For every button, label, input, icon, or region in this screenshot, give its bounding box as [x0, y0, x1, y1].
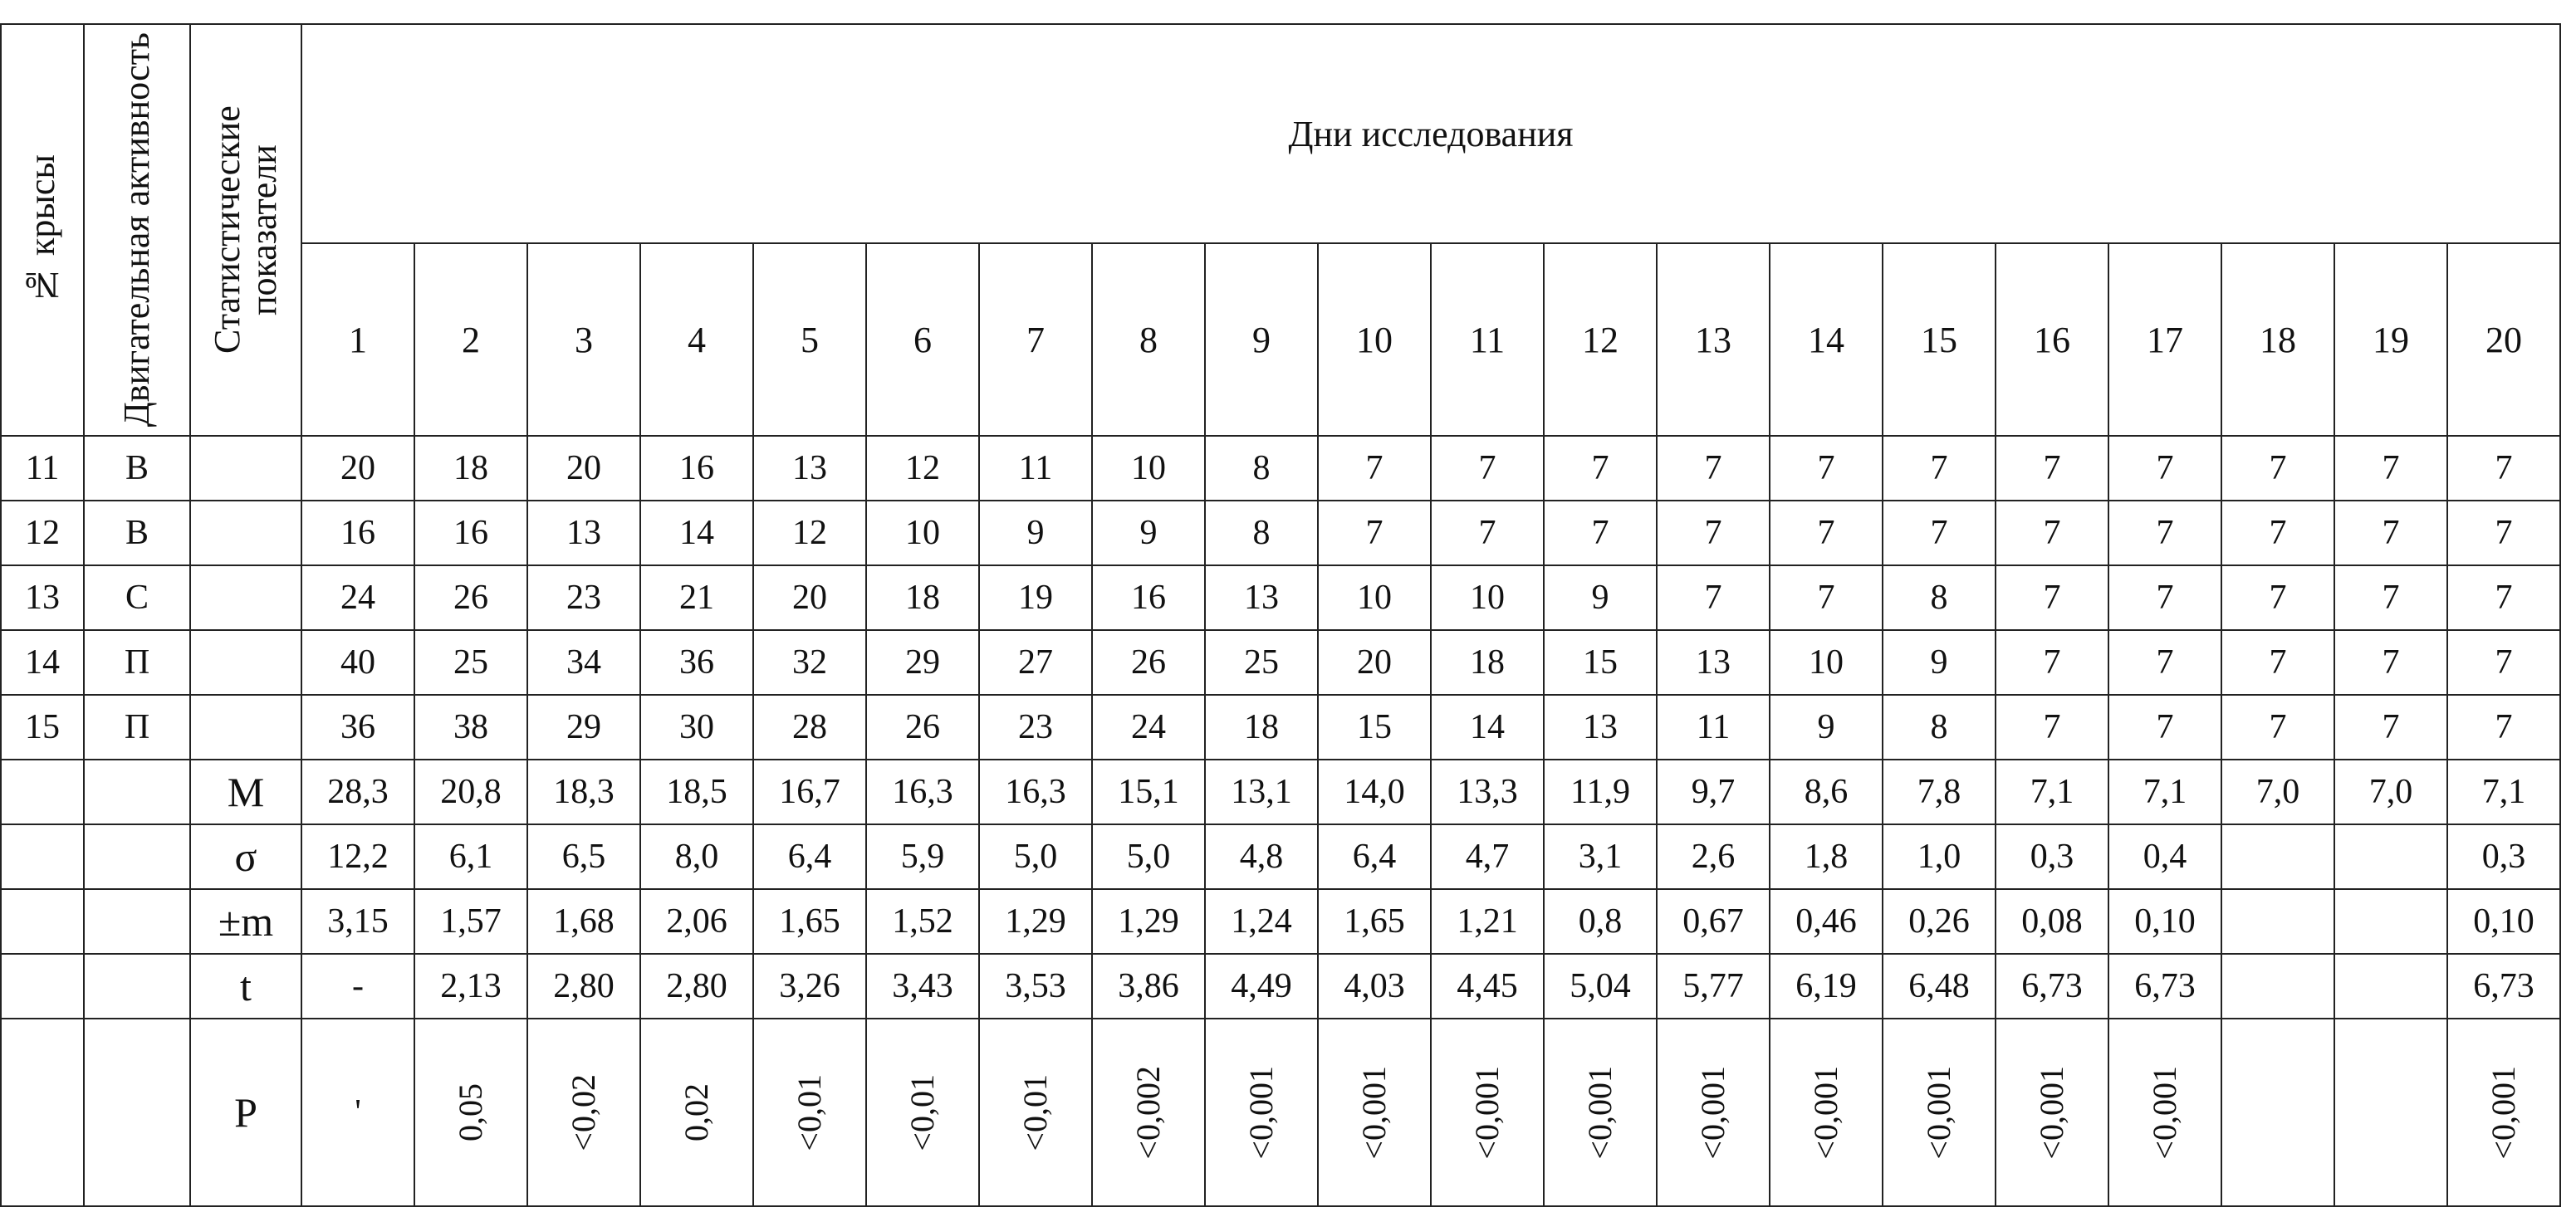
value-cell: 7 [1770, 565, 1883, 630]
day-header-2: 2 [414, 243, 527, 436]
stat-value-cell: 2,80 [527, 954, 640, 1019]
stats-empty-rat [1, 889, 84, 954]
stats-empty-rat [1, 824, 84, 889]
day-header-14: 14 [1770, 243, 1883, 436]
value-cell: 9 [1544, 565, 1657, 630]
p-value: <0,001 [2485, 1065, 2522, 1160]
stat-value-cell: 1,29 [1092, 889, 1205, 954]
value-cell: 7 [2447, 565, 2560, 630]
value-cell: 20 [527, 436, 640, 501]
day-header-18: 18 [2221, 243, 2334, 436]
stat-value-cell: 0,46 [1770, 889, 1883, 954]
rat-row-11 [1, 436, 2560, 501]
value-cell: 7 [2334, 695, 2447, 760]
stat-value-cell: 9,7 [1657, 760, 1770, 824]
value-cell: 16 [301, 501, 414, 565]
value-cell: 10 [1431, 565, 1544, 630]
p-value-cell [2221, 1019, 2334, 1206]
value-cell: 26 [1092, 630, 1205, 695]
value-cell: 9 [1883, 630, 1996, 695]
stat-value-cell: 6,4 [1318, 824, 1431, 889]
p-value: <0,001 [1920, 1065, 1957, 1160]
value-cell: 9 [979, 501, 1092, 565]
value-cell: 13 [1544, 695, 1657, 760]
value-cell: 7 [2447, 501, 2560, 565]
stats-cell-empty [190, 436, 301, 501]
stats-empty-rat [1, 954, 84, 1019]
motor-activity: П [84, 630, 190, 695]
value-cell: 23 [527, 565, 640, 630]
value-cell: 7 [2108, 565, 2221, 630]
p-value-cell [301, 1019, 414, 1206]
stat-symbol: M [190, 760, 301, 824]
value-cell: 7 [2447, 630, 2560, 695]
value-cell: 16 [414, 501, 527, 565]
stat-value-cell: 0,26 [1883, 889, 1996, 954]
day-header-1: 1 [301, 243, 414, 436]
stats-row [1, 824, 2560, 889]
days-header-row [1, 243, 2560, 436]
stats-cell-empty [190, 501, 301, 565]
stat-value-cell: 0,10 [2447, 889, 2560, 954]
value-cell: 20 [1318, 630, 1431, 695]
day-header-17: 17 [2108, 243, 2221, 436]
value-cell: 19 [979, 565, 1092, 630]
data-table [0, 23, 2561, 1207]
stats-empty-activity [84, 824, 190, 889]
value-cell: 34 [527, 630, 640, 695]
value-cell: 23 [979, 695, 1092, 760]
day-header-3: 3 [527, 243, 640, 436]
stat-value-cell: 1,21 [1431, 889, 1544, 954]
p-value: 0,05 [452, 1083, 489, 1141]
value-cell: 24 [1092, 695, 1205, 760]
p-value-cell [1770, 1019, 1883, 1206]
p-value-cell [1318, 1019, 1431, 1206]
stat-value-cell: 0,4 [2108, 824, 2221, 889]
value-cell: 40 [301, 630, 414, 695]
value-cell: 7 [1883, 436, 1996, 501]
stats-row [1, 760, 2560, 824]
day-header-8: 8 [1092, 243, 1205, 436]
value-cell: 7 [2221, 436, 2334, 501]
p-value-cell [1883, 1019, 1996, 1206]
p-value: <0,001 [1581, 1065, 1619, 1160]
stat-value-cell: 4,8 [1205, 824, 1318, 889]
rat-row-15 [1, 695, 2560, 760]
stat-value-cell: 6,73 [2108, 954, 2221, 1019]
stat-value-cell: 0,3 [2447, 824, 2560, 889]
stats-cell-empty [190, 630, 301, 695]
rat-number: 14 [1, 630, 84, 695]
value-cell: 20 [301, 436, 414, 501]
stat-symbol: σ [190, 824, 301, 889]
stat-symbol: t [190, 954, 301, 1019]
stat-value-cell: 7,0 [2221, 760, 2334, 824]
value-cell: 7 [2447, 695, 2560, 760]
value-cell: 21 [640, 565, 753, 630]
p-value-cell [2108, 1019, 2221, 1206]
day-header-10: 10 [1318, 243, 1431, 436]
value-cell: 7 [1318, 436, 1431, 501]
stat-value-cell: 12,2 [301, 824, 414, 889]
p-value-cell [866, 1019, 979, 1206]
value-cell: 36 [301, 695, 414, 760]
p-value: <0,01 [1016, 1073, 1054, 1151]
rat-number-header [1, 24, 84, 436]
stat-value-cell: 0,67 [1657, 889, 1770, 954]
stat-value-cell: 2,06 [640, 889, 753, 954]
days-title: Дни исследования [301, 24, 2560, 243]
stat-value-cell: 1,8 [1770, 824, 1883, 889]
value-cell: 7 [2334, 630, 2447, 695]
value-cell: 10 [1092, 436, 1205, 501]
value-cell: 32 [753, 630, 866, 695]
p-value: ' [355, 1093, 361, 1131]
p-value-cell [527, 1019, 640, 1206]
stat-value-cell: 6,73 [2447, 954, 2560, 1019]
stats-empty-activity [84, 889, 190, 954]
value-cell: 38 [414, 695, 527, 760]
stat-value-cell: 1,29 [979, 889, 1092, 954]
day-header-13: 13 [1657, 243, 1770, 436]
stat-value-cell [2221, 824, 2334, 889]
stat-value-cell: 3,86 [1092, 954, 1205, 1019]
stat-value-cell [2334, 824, 2447, 889]
day-header-15: 15 [1883, 243, 1996, 436]
p-empty-rat [1, 1019, 84, 1206]
stat-value-cell: 6,1 [414, 824, 527, 889]
p-value: 0,02 [678, 1083, 715, 1141]
stat-value-cell: 14,0 [1318, 760, 1431, 824]
value-cell: 7 [1883, 501, 1996, 565]
value-cell: 29 [866, 630, 979, 695]
value-cell: 28 [753, 695, 866, 760]
day-header-5: 5 [753, 243, 866, 436]
stat-value-cell: 8,0 [640, 824, 753, 889]
stat-value-cell: 15,1 [1092, 760, 1205, 824]
day-header-12: 12 [1544, 243, 1657, 436]
p-value-cell [414, 1019, 527, 1206]
value-cell: 7 [2221, 695, 2334, 760]
value-cell: 13 [753, 436, 866, 501]
p-value-cell [1092, 1019, 1205, 1206]
rat-number: 11 [1, 436, 84, 501]
motor-activity: В [84, 436, 190, 501]
p-row [1, 1019, 2560, 1206]
stats-empty-rat [1, 760, 84, 824]
p-value-cell [2447, 1019, 2560, 1206]
value-cell: 7 [1996, 501, 2108, 565]
stat-value-cell: 1,65 [753, 889, 866, 954]
stat-value-cell: 0,3 [1996, 824, 2108, 889]
value-cell: 7 [1544, 436, 1657, 501]
p-value-cell [2334, 1019, 2447, 1206]
stat-value-cell: 0,8 [1544, 889, 1657, 954]
value-cell: 7 [1996, 436, 2108, 501]
stat-value-cell: 2,6 [1657, 824, 1770, 889]
rat-number: 15 [1, 695, 84, 760]
stat-value-cell: 3,1 [1544, 824, 1657, 889]
value-cell: 10 [866, 501, 979, 565]
value-cell: 7 [1996, 695, 2108, 760]
value-cell: 14 [640, 501, 753, 565]
stat-value-cell: 1,68 [527, 889, 640, 954]
p-value: <0,01 [904, 1073, 941, 1151]
stat-value-cell: 8,6 [1770, 760, 1883, 824]
value-cell: 8 [1883, 695, 1996, 760]
stat-value-cell: 16,7 [753, 760, 866, 824]
stat-value-cell: 3,26 [753, 954, 866, 1019]
stat-value-cell: 6,4 [753, 824, 866, 889]
p-value: <0,001 [1694, 1065, 1731, 1160]
stats-empty-activity [84, 760, 190, 824]
value-cell: 7 [2108, 436, 2221, 501]
value-cell: 26 [414, 565, 527, 630]
value-cell: 7 [2334, 565, 2447, 630]
value-cell: 18 [1205, 695, 1318, 760]
stat-value-cell: 13,3 [1431, 760, 1544, 824]
value-cell: 12 [753, 501, 866, 565]
p-value-cell [1996, 1019, 2108, 1206]
day-header-6: 6 [866, 243, 979, 436]
stat-value-cell: 5,9 [866, 824, 979, 889]
motor-activity: В [84, 501, 190, 565]
stat-value-cell [2334, 889, 2447, 954]
stat-value-cell: 2,13 [414, 954, 527, 1019]
p-value-cell [1205, 1019, 1318, 1206]
p-value-cell [979, 1019, 1092, 1206]
value-cell: 25 [414, 630, 527, 695]
p-empty-activity [84, 1019, 190, 1206]
stat-value-cell: 20,8 [414, 760, 527, 824]
value-cell: 20 [753, 565, 866, 630]
value-cell: 10 [1318, 565, 1431, 630]
value-cell: 7 [1770, 436, 1883, 501]
p-value-cell [1544, 1019, 1657, 1206]
value-cell: 7 [2108, 630, 2221, 695]
stat-value-cell: 2,80 [640, 954, 753, 1019]
stat-value-cell: 18,5 [640, 760, 753, 824]
p-value: <0,001 [1242, 1065, 1280, 1160]
value-cell: 24 [301, 565, 414, 630]
stat-value-cell: 7,1 [2108, 760, 2221, 824]
value-cell: 7 [1318, 501, 1431, 565]
value-cell: 29 [527, 695, 640, 760]
value-cell: 12 [866, 436, 979, 501]
value-cell: 7 [1544, 501, 1657, 565]
stats-row [1, 954, 2560, 1019]
value-cell: 7 [1996, 565, 2108, 630]
rat-number: 12 [1, 501, 84, 565]
day-header-20: 20 [2447, 243, 2560, 436]
value-cell: 7 [2221, 565, 2334, 630]
value-cell: 36 [640, 630, 753, 695]
value-cell: 9 [1092, 501, 1205, 565]
p-symbol: Р [190, 1019, 301, 1206]
stat-value-cell: 11,9 [1544, 760, 1657, 824]
stat-value-cell: 7,1 [1996, 760, 2108, 824]
stat-value-cell: 7,0 [2334, 760, 2447, 824]
stat-value-cell: 3,15 [301, 889, 414, 954]
stat-value-cell [2221, 889, 2334, 954]
stat-value-cell: 28,3 [301, 760, 414, 824]
p-value: <0,02 [565, 1073, 602, 1151]
value-cell: 27 [979, 630, 1092, 695]
stat-value-cell: 7,8 [1883, 760, 1996, 824]
value-cell: 7 [2108, 501, 2221, 565]
value-cell: 8 [1205, 501, 1318, 565]
rat-number-header-label: № крысы [22, 154, 62, 306]
value-cell: 7 [1770, 501, 1883, 565]
stat-value-cell: 1,0 [1883, 824, 1996, 889]
value-cell: 7 [1657, 565, 1770, 630]
stat-value-cell: 4,45 [1431, 954, 1544, 1019]
value-cell: 7 [2334, 436, 2447, 501]
stat-value-cell: 6,5 [527, 824, 640, 889]
p-value-cell [1657, 1019, 1770, 1206]
p-value-cell [640, 1019, 753, 1206]
stat-value-cell: 16,3 [866, 760, 979, 824]
value-cell: 7 [2447, 436, 2560, 501]
p-value: <0,01 [791, 1073, 828, 1151]
value-cell: 16 [1092, 565, 1205, 630]
day-header-7: 7 [979, 243, 1092, 436]
stat-symbol: ±m [190, 889, 301, 954]
stat-value-cell: 13,1 [1205, 760, 1318, 824]
motor-activity-header-label: Двигательная активность [116, 32, 157, 428]
stat-value-cell [2334, 954, 2447, 1019]
value-cell: 9 [1770, 695, 1883, 760]
table-body [1, 436, 2560, 1206]
stats-header [190, 24, 301, 436]
stat-value-cell: 16,3 [979, 760, 1092, 824]
stats-empty-activity [84, 954, 190, 1019]
stat-value-cell: 6,48 [1883, 954, 1996, 1019]
stat-value-cell: 0,10 [2108, 889, 2221, 954]
value-cell: 18 [414, 436, 527, 501]
value-cell: 7 [1996, 630, 2108, 695]
p-value: <0,002 [1129, 1065, 1167, 1160]
value-cell: 8 [1883, 565, 1996, 630]
stats-row [1, 889, 2560, 954]
p-value: <0,001 [1807, 1065, 1844, 1160]
value-cell: 8 [1205, 436, 1318, 501]
value-cell: 15 [1318, 695, 1431, 760]
p-value-cell [1431, 1019, 1544, 1206]
stat-value-cell: 0,08 [1996, 889, 2108, 954]
stat-value-cell: 1,24 [1205, 889, 1318, 954]
motor-activity-header [84, 24, 190, 436]
stat-value-cell: 1,65 [1318, 889, 1431, 954]
stat-value-cell: 4,49 [1205, 954, 1318, 1019]
value-cell: 7 [2221, 630, 2334, 695]
value-cell: 25 [1205, 630, 1318, 695]
rat-number: 13 [1, 565, 84, 630]
stat-value-cell: 4,7 [1431, 824, 1544, 889]
stats-cell-empty [190, 695, 301, 760]
value-cell: 13 [1657, 630, 1770, 695]
value-cell: 18 [866, 565, 979, 630]
value-cell: 7 [2108, 695, 2221, 760]
stat-value-cell: 5,04 [1544, 954, 1657, 1019]
value-cell: 11 [1657, 695, 1770, 760]
value-cell: 10 [1770, 630, 1883, 695]
p-value-cell [753, 1019, 866, 1206]
stat-value-cell: 5,77 [1657, 954, 1770, 1019]
stats-cell-empty [190, 565, 301, 630]
stat-value-cell: 4,03 [1318, 954, 1431, 1019]
stat-value-cell: 1,57 [414, 889, 527, 954]
stat-value-cell: 5,0 [1092, 824, 1205, 889]
day-header-11: 11 [1431, 243, 1544, 436]
stat-value-cell: 6,19 [1770, 954, 1883, 1019]
value-cell: 26 [866, 695, 979, 760]
stat-value-cell: - [301, 954, 414, 1019]
stat-value-cell: 3,53 [979, 954, 1092, 1019]
p-value: <0,001 [1355, 1065, 1393, 1160]
value-cell: 7 [1431, 436, 1544, 501]
p-value: <0,001 [1468, 1065, 1506, 1160]
value-cell: 16 [640, 436, 753, 501]
stat-value-cell: 3,43 [866, 954, 979, 1019]
value-cell: 18 [1431, 630, 1544, 695]
day-header-4: 4 [640, 243, 753, 436]
stat-value-cell: 1,52 [866, 889, 979, 954]
day-header-16: 16 [1996, 243, 2108, 436]
value-cell: 7 [1657, 501, 1770, 565]
value-cell: 30 [640, 695, 753, 760]
stats-header-label: Статистические показатели [207, 105, 284, 354]
value-cell: 7 [1431, 501, 1544, 565]
p-value: <0,001 [2033, 1065, 2070, 1160]
motor-activity: П [84, 695, 190, 760]
stat-value-cell [2221, 954, 2334, 1019]
stat-value-cell: 6,73 [1996, 954, 2108, 1019]
stat-value-cell: 7,1 [2447, 760, 2560, 824]
value-cell: 7 [2221, 501, 2334, 565]
motor-activity: С [84, 565, 190, 630]
value-cell: 11 [979, 436, 1092, 501]
rat-row-13 [1, 565, 2560, 630]
value-cell: 15 [1544, 630, 1657, 695]
day-header-9: 9 [1205, 243, 1318, 436]
p-value: <0,001 [2146, 1065, 2183, 1160]
rat-row-12 [1, 501, 2560, 565]
day-header-19: 19 [2334, 243, 2447, 436]
value-cell: 7 [1657, 436, 1770, 501]
value-cell: 14 [1431, 695, 1544, 760]
stat-value-cell: 18,3 [527, 760, 640, 824]
rat-row-14 [1, 630, 2560, 695]
value-cell: 13 [1205, 565, 1318, 630]
stat-value-cell: 5,0 [979, 824, 1092, 889]
value-cell: 13 [527, 501, 640, 565]
value-cell: 7 [2334, 501, 2447, 565]
